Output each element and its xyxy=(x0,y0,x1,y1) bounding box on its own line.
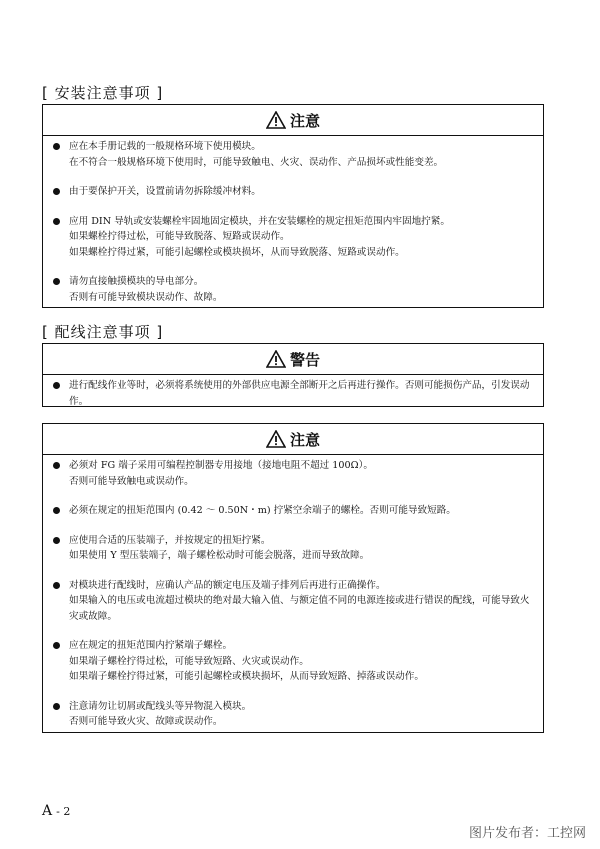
list-item xyxy=(51,503,535,519)
bullet-icon xyxy=(53,537,60,544)
page-number xyxy=(42,803,70,819)
wiring-warning-list xyxy=(43,375,543,413)
list-item xyxy=(51,274,535,305)
bullet-icon xyxy=(53,143,60,150)
install-caution-box xyxy=(42,104,544,308)
item-text: 由于要保护开关，设置前请勿拆除缓冲材料。 xyxy=(69,186,261,197)
bullet-icon xyxy=(53,462,60,469)
page-prefix: A xyxy=(42,803,53,819)
item-text: 进行配线作业等时，必须将系统使用的外部供应电源全部断开之后再进行操作。否则可能损伤产品，引发误动作。 xyxy=(69,380,530,407)
item-text: 应使用合适的压装端子，并按规定的扭矩拧紧。 xyxy=(69,534,271,546)
bullet-icon xyxy=(53,703,60,710)
list-item xyxy=(51,699,535,730)
list-item xyxy=(51,139,535,170)
list-item xyxy=(51,458,535,489)
bullet-icon xyxy=(53,218,60,225)
bullet-icon xyxy=(53,582,60,589)
warning-triangle-icon xyxy=(266,430,286,448)
item-text: 否则可能导致触电或误动作。 xyxy=(69,475,194,487)
item-text: 如果使用 Y 型压装端子，端子螺栓松动时可能会脱落，进而导致故障。 xyxy=(69,550,370,561)
item-text: 如果螺栓拧得过紧，可能引起螺栓或模块损坏，从而导致脱落、短路或误动作。 xyxy=(69,246,405,258)
list-item xyxy=(51,184,535,200)
bullet-icon xyxy=(53,278,60,285)
list-item xyxy=(51,533,535,564)
wiring-caution-box xyxy=(42,423,544,733)
item-text: 注意请勿让切屑或配线头等异物混入模块。 xyxy=(69,700,252,712)
warning-triangle-icon xyxy=(266,350,286,368)
item-text: 请勿直接触摸模块的导电部分。 xyxy=(69,276,204,287)
item-text: 否则可能导致火灾、故障或误动作。 xyxy=(69,716,223,727)
item-text: 如果端子螺栓拧得过松，可能导致短路、火灾或误动作。 xyxy=(69,655,309,667)
item-text: 如果输入的电压或电流超过模块的绝对最大输入值、与额定值不同的电源连接或进行错误的配线，可能导致火灾或故障。 xyxy=(69,595,530,622)
item-text: 在不符合一般规格环境下使用时，可能导致触电、火灾、误动作、产品损坏或性能变差。 xyxy=(69,156,444,168)
item-text: 应用 DIN 导轨或安装螺栓牢固地固定模块，并在安装螺栓的规定扭矩范围内牢固地拧紧。 xyxy=(69,215,450,227)
warning-triangle-icon xyxy=(266,111,286,129)
item-text: 否则有可能导致模块误动作、故障。 xyxy=(69,291,223,303)
install-caution-title: 注意 xyxy=(289,111,320,130)
wiring-caution-list xyxy=(43,455,543,734)
install-section-title: [ 安装注意事项 ] xyxy=(42,84,164,102)
bullet-icon xyxy=(53,642,60,649)
page-num: - 2 xyxy=(56,805,71,818)
wiring-section-title: [ 配线注意事项 ] xyxy=(42,323,164,341)
bullet-icon xyxy=(53,507,60,514)
watermark: 图片发布者：工控网 xyxy=(468,826,586,841)
wiring-caution-title: 注意 xyxy=(289,430,320,449)
item-text: 必须在规定的扭矩范围内 (0.42 ～ 0.50N・m) 拧紧空余端子的螺栓。否则可能导致短路。 xyxy=(69,505,456,516)
item-text: 必须对 FG 端子采用可编程控制器专用接地（接地电阻不超过 100Ω）。 xyxy=(69,460,373,471)
item-text: 应在规定的扭矩范围内拧紧端子螺栓。 xyxy=(69,640,233,651)
item-text: 如果螺栓拧得过松，可能导致脱落、短路或误动作。 xyxy=(69,231,290,242)
wiring-warning-header xyxy=(43,344,543,375)
wiring-caution-header xyxy=(43,424,543,455)
wiring-warning-box xyxy=(42,343,544,407)
item-text: 如果端子螺栓拧得过紧，可能引起螺栓或模块损坏，从而导致短路、掉落或误动作。 xyxy=(69,671,424,682)
list-item xyxy=(51,214,535,261)
item-text: 应在本手册记载的一般规格环境下使用模块。 xyxy=(69,141,261,152)
bullet-icon xyxy=(53,188,60,195)
bullet-icon xyxy=(53,382,60,389)
list-item xyxy=(51,578,535,625)
install-caution-header xyxy=(43,105,543,136)
list-item xyxy=(51,378,535,409)
item-text: 对模块进行配线时，应确认产品的额定电压及端子排列后再进行正确操作。 xyxy=(69,579,386,591)
install-caution-list xyxy=(43,136,543,309)
list-item xyxy=(51,638,535,685)
wiring-warning-title: 警告 xyxy=(289,350,320,369)
